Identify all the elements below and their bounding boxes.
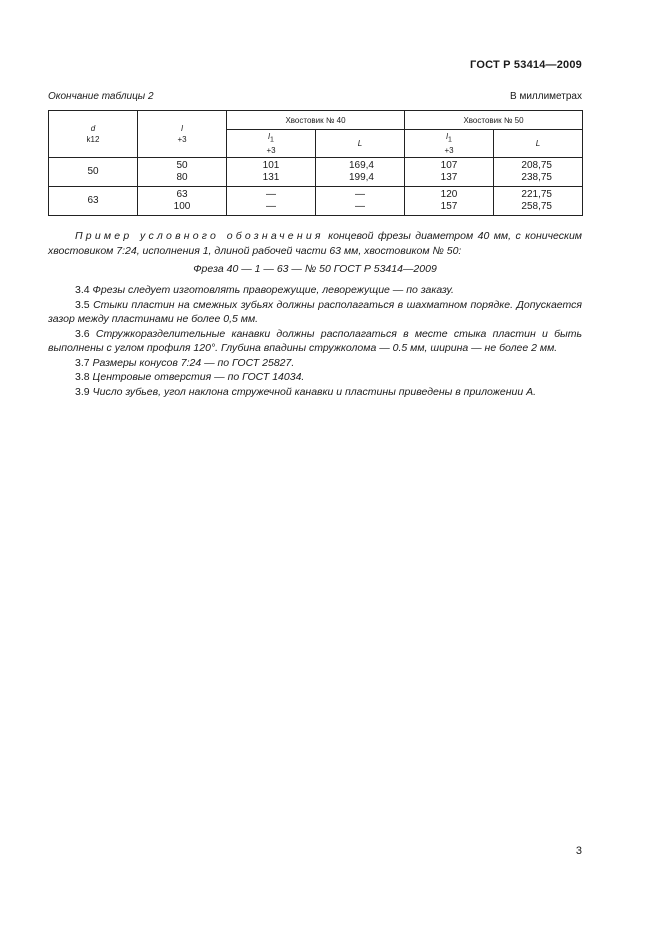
cell-d: 63	[49, 187, 138, 216]
header-l1-50-symbol: l	[446, 131, 448, 141]
clause-text: Стружкоразделительные канавки должны располагаться в месте стыка пластин и быть выполнены с углом профиля 120°. Глубина впадины стружколома — 0.5 мм, ширина — не более 2 мм.	[48, 327, 582, 354]
example-text: концевой фрезы диаметром 40 мм, с коническим хвостовиком 7:24, исполнения 1, длиной рабочей части 63 мм, хвостовиком № 50:	[48, 230, 582, 257]
cell-value: 208,75	[521, 160, 552, 171]
header-l	[138, 111, 227, 158]
cell-value: 221,75	[521, 189, 552, 200]
clauses-list	[48, 283, 582, 399]
cell-value: —	[355, 201, 365, 212]
header-shank-40: Хвостовик № 40	[227, 111, 405, 130]
header-d-tolerance: k12	[86, 135, 100, 144]
table-row	[49, 158, 583, 187]
clause	[48, 356, 582, 371]
cell-l	[138, 158, 227, 187]
clause-text: Центровые отверстия — по ГОСТ 14034.	[92, 371, 305, 383]
cell-value: —	[355, 189, 365, 200]
header-d	[49, 111, 138, 158]
example-designation: Фреза 40 — 1 — 63 — № 50 ГОСТ Р 53414—2009	[193, 263, 437, 275]
page-number: 3	[575, 845, 582, 857]
cell-value: 101	[262, 160, 280, 171]
clause-text: Размеры конусов 7:24 — по ГОСТ 25827.	[92, 356, 295, 369]
clause-text: Число зубьев, угол наклона стружечной канавки и пластины приведены в приложении А.	[92, 385, 537, 398]
clause	[48, 298, 582, 327]
cell-value: 157	[440, 201, 458, 212]
example-lead: Пример условного обозначения	[75, 230, 324, 242]
header-L-50	[494, 130, 583, 158]
clause	[48, 283, 582, 298]
cell-l1-50	[405, 158, 494, 187]
cell-L-40	[316, 158, 405, 187]
table-row	[49, 187, 583, 216]
header-l1-40-tolerance: +3	[266, 146, 276, 156]
cell-value: 169,4	[348, 160, 374, 171]
header-l1-50	[405, 130, 494, 158]
clause-number: 3.9	[75, 385, 90, 398]
cell-L-50	[494, 187, 583, 216]
cell-l1-40	[227, 158, 316, 187]
table-caption: Окончание таблицы 2	[48, 91, 154, 102]
units-label: В миллиметрах	[510, 91, 582, 102]
header-L-40-symbol: L	[357, 139, 363, 148]
clause	[48, 370, 582, 385]
cell-value: 80	[176, 172, 188, 183]
header-shank-50: Хвостовик № 50	[405, 111, 583, 130]
cell-value: 199,4	[348, 172, 374, 183]
cell-l	[138, 187, 227, 216]
cell-value: 120	[440, 189, 458, 200]
clause-number: 3.5	[75, 298, 90, 311]
cell-value: 131	[262, 172, 280, 183]
header-L-40	[316, 130, 405, 158]
document-code: ГОСТ Р 53414—2009	[470, 59, 582, 71]
clause-number: 3.8	[75, 371, 90, 383]
cell-l1-40	[227, 187, 316, 216]
cell-value: 100	[173, 201, 191, 212]
clause	[48, 327, 582, 356]
cell-value: —	[266, 201, 276, 212]
cell-value: 63	[176, 189, 188, 200]
dimensions-table	[48, 110, 583, 216]
cell-L-50	[494, 158, 583, 187]
cell-value: 50	[176, 160, 188, 171]
header-l1-40-symbol: l	[268, 131, 270, 141]
cell-value: 238,75	[521, 172, 552, 183]
example-paragraph	[48, 229, 582, 259]
clause-number: 3.4	[75, 284, 90, 296]
cell-value: —	[266, 189, 276, 200]
clause-text: Стыки пластин на смежных зубьях должны располагаться в шахматном порядке. Допускается зазор между пластинами не более 0,5 мм.	[48, 298, 582, 325]
header-l1-40	[227, 130, 316, 158]
cell-d: 50	[49, 158, 138, 187]
cell-value: 258,75	[521, 201, 552, 212]
header-l1-50-sub: 1	[447, 136, 452, 144]
header-l1-40-sub: 1	[269, 136, 274, 144]
header-l-symbol: l	[181, 124, 183, 133]
cell-value: 137	[440, 172, 458, 183]
header-l-tolerance: +3	[177, 135, 187, 144]
cell-value: 107	[440, 160, 458, 171]
clause	[48, 385, 582, 400]
clause-text: Фрезы следует изготовлять праворежущие, леворежущие — по заказу.	[92, 284, 454, 296]
header-d-symbol: d	[90, 124, 96, 133]
header-L-50-symbol: L	[535, 139, 541, 148]
clause-number: 3.6	[75, 327, 90, 340]
header-l1-50-tolerance: +3	[444, 146, 454, 156]
clause-number: 3.7	[75, 356, 90, 369]
cell-L-40	[316, 187, 405, 216]
cell-l1-50	[405, 187, 494, 216]
